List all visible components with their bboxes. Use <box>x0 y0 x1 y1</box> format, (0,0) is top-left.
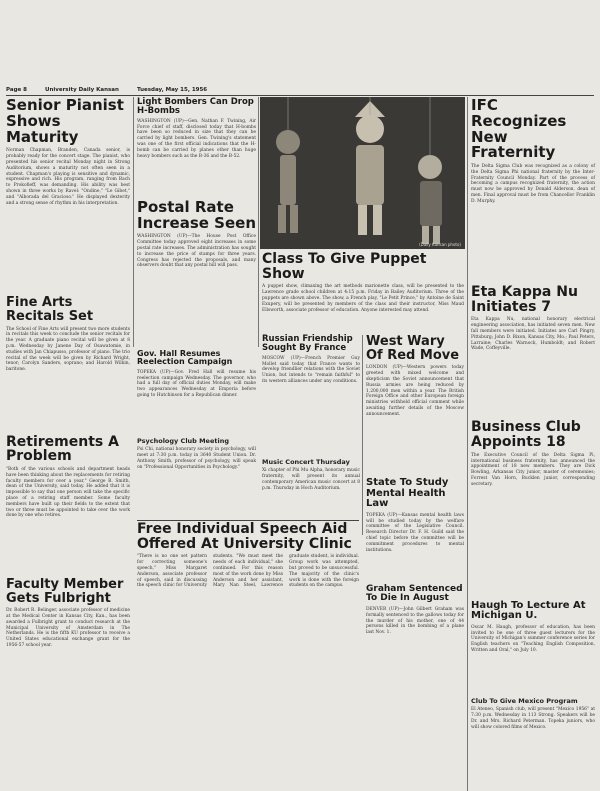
column-divider <box>258 97 259 347</box>
article-body: Oscar M. Haugh, professor of education, has been invited to be one of three guest lecturers for the University of Michigan's summer conference series for English teachers on "Teaching English Composition, Written and Oral," on July 10. <box>471 624 595 653</box>
article-fine-arts <box>6 296 130 431</box>
article-club-mexico <box>471 698 595 767</box>
headline: Russian Friendship Sought By France <box>262 334 353 353</box>
article-faculty-fulbright <box>6 578 130 728</box>
article-graham <box>366 585 464 785</box>
headline: IFC Recognizes New Fraternity <box>471 96 567 162</box>
article-body: MOSCOW (UP)—French Premier Guy Mollet said today that France wants to develop friendlier relations with the Soviet Union, but intends to "remain faithful" to its western alliances under any conditions. <box>262 355 360 385</box>
headline: Postal Rate Increase Seen <box>137 197 256 232</box>
headline: West Wary Of Red Move <box>366 334 460 363</box>
article-postal-rate <box>137 197 256 350</box>
article-body: The Executive Council of the Delta Sigma Pi, international business fraternity, has announced the appointment of 18 new members. They are Dick Bowling, Arkansas City junior, master of ceremonies; Forrest Van Horn, Bucklen junior, corresponding secretary. <box>471 452 595 487</box>
article-eta-kappa <box>471 285 595 417</box>
column-2 <box>137 98 256 348</box>
article-body: Xi chapter of Phi Mu Alpha, honorary music fraternity, will present its annual contemporary American music concert at 8 p.m. Thursday in Hoch Auditorium. <box>262 468 360 491</box>
article-body: Psi Chi, national honorary society in psychology, will meet at 7:30 p.m. today in 3640 Student Union. Dr. Anthony Smith, professor of psychology, will speak on "Professional Opportunities in Psychology." <box>137 447 256 470</box>
article-body: "There is no one set pattern for correcting someone's speech," Miss Margaret Anderson, associate professor of speech, said in discussing the speech clinic for University students. "We must meet the needs of each individual," she continued. For this reason most of the work done by Miss Anderson and her assistant, Mary Nan Steel, Lawrence graduate student, is individual. Group work was attempted, but proved to be unsuccessful. The majority of the clinic's work is done with the foreign students on the campus. <box>137 554 359 589</box>
article-body: LONDON (UP)—Western powers today greeted with mixed welcome and skepticism the Soviet announcement that Russia armies are being reduced by 1,200,000 men within a year. The British Foreign Office and other European foreign ministries withheld official comment while awaiting further details of the Moscow announcement. <box>366 365 464 417</box>
article-music-concert <box>262 459 360 528</box>
paper-name: University Daily Kansan <box>45 87 119 93</box>
headline: Music Concert Thursday <box>262 457 350 466</box>
article-body: Norman Chapman, Branden, Canada senior, is probably ready for the concert stage. The pianist, who presented his senior recital Monday night in Strong Auditorium, shows a maturity not often seen in a student. Chapman's playing is sensitive and dynamic, expressive and rich. His program, ranging from Bach to Prokofieff, was demanding. His ability was best shown in three works by Ravel: "Ondine," "Le Gibet," and "Alborada del Gracioso." He displayed dexterity and a strong sense of rhythm in his interpretation. <box>6 148 130 206</box>
article-body: WASHINGTON (UP)—Gen. Nathan F. Twining, Air Force chief of staff, disclosed today that H-bombs have been so reduced in size that they can be carried by light bombers. Gen. Twining's statement was one of the first official indications that the H-bomb can be carried by planes other than huge heavy bombers such as the B-36 and the B-52. <box>137 118 256 159</box>
column-3b <box>366 334 464 553</box>
article-senior-pianist <box>6 98 130 293</box>
headline: Light Bombers Can Drop H-Bombs <box>137 97 254 116</box>
article-business-club <box>471 420 595 597</box>
article-russian-friendship <box>262 335 360 456</box>
headline: Business Club Appoints 18 <box>471 419 581 451</box>
photo-caption: (Daily Kansan photo) <box>419 242 461 247</box>
issue-date: Tuesday, May 15, 1956 <box>136 87 208 93</box>
article-gov-hall <box>137 350 256 435</box>
article-light-bombers <box>137 98 256 197</box>
headline: Free Individual Speech Aid Offered At University Clinic <box>137 521 352 552</box>
article-free-speech <box>137 522 359 786</box>
article-body: "Both of the various schools and department heads have been thinking about the replacements for retiring faculty members for over a year," George B. Smith, dean of the University, said today. He added that it is impossible to say that one person will take the specific place of a retiring staff member. Some faculty members have built up their fields to the extent that two or three must be appointed to take over the work done by one who retires. <box>6 466 130 519</box>
article-body: The Delta Sigma Club was recognized as a colony of the Delta Sigma Phi national fraternity by the Inter-Fraternity Council Monday. Part of the process of becoming a campus recognized fraternity, the action must now be approved by Donald Alderson, dean of men. Final approval must be from Chancellor Franklin D. Murphy. <box>471 164 595 204</box>
headline: Club To Give Mexico Program <box>471 696 578 705</box>
article-body: TOPEKA (UP)—Gov. Fred Hall will resume his reelection campaign Wednesday. The governor, who had a full day of official duties Monday, will make two appearances Wednesday at Emporia before going to Hutchinson for a Republican dinner. <box>137 369 256 399</box>
puppet-illustration <box>260 97 465 249</box>
headline: Psychology Club Meeting <box>137 436 229 445</box>
column-3a <box>262 335 360 535</box>
column-divider <box>133 97 134 347</box>
article-psych-club <box>137 438 256 507</box>
article-body: TOPEKA (UP)—Kansas mental health laws will be studied today by the welfare committee of the Legislative Council. Research Director Dr. F. H. Guild said the chief topic before the committee will be commitment procedures to mental institutions. <box>366 512 464 553</box>
headline: Gov. Hall Resumes Reelection Campaign <box>137 349 233 367</box>
column-2-lower <box>137 350 256 520</box>
article-state-mental <box>366 478 464 573</box>
headline: Haugh To Lecture At Michigan U. <box>471 599 586 622</box>
column-divider <box>467 97 468 791</box>
article-body: El Ateneo, Spanish club, will present "Mexico 1956" at 7:30 p.m. Wednesday in 113 Strong. Speakers will be Dr. and Mrs. Richard Peterman. Topeka juniors, who will show colored films of Mexico. <box>471 707 595 730</box>
article-west-wary <box>366 335 464 475</box>
headline: State To Study Mental Health Law <box>366 477 449 510</box>
headline: Retirements A Problem <box>6 433 119 465</box>
article-body: The School of Fine Arts will present two more students in recitals this week to conclude the senior recitals for the year. A graduate piano recital will be given at 8 p.m. Wednesday by Janene Day of Osawatomie, in studies with Jan Chiapusso, professor of piano. The trio recital of the week will be given by Richard Wright, tenor; Carolyn Sanders, soprano; and Harold Wilkin, baritone. <box>6 326 130 373</box>
column-right <box>471 98 595 788</box>
article-ifc <box>471 98 595 282</box>
article-retirements <box>6 435 130 575</box>
puppet-photo <box>260 97 465 249</box>
headline: Senior Pianist Shows Maturity <box>6 96 124 146</box>
article-body: DENVER (UP)—John Gilbert Graham was formally sentenced to the gallows today for the murder of his mother, one of 44 persons killed in the bombing of a plane last Nov. 1. <box>366 606 464 636</box>
headline: Class To Give Puppet Show <box>262 251 427 282</box>
headline: Fine Arts Recitals Set <box>6 295 94 324</box>
column-divider <box>362 335 363 535</box>
column-1 <box>6 98 130 788</box>
page-number: Page 8 <box>6 87 28 93</box>
masthead <box>6 85 426 95</box>
article-body: Eta Kappa Nu, national honorary electrical engineering association, has initiated seven men. New fall members were initiated. Initiates are Carl Pingry, Pittsburg; John D. Bixon, Kansas City, Mo.; Paul Peters, Larraine; Charles Warnock, Humboldt; and Robert Wade, Coffeyville. <box>471 317 595 352</box>
headline: Graham Sentenced To Die In August <box>366 584 463 604</box>
article-body: A puppet show, climaxing the art methods marionette class, will be presented to the Lawrence grade school children at 4:15 p.m. Friday in Bailey Auditorium. Three of the puppets are shown above. The show, a French play, "Le Petit Prince," by Antoine de Saint Exupery, will be presented by members of the class and their instructor, Miss Maud Ellsworth, associate professor of education. Anyone interested may attend. <box>262 284 464 313</box>
article-haugh <box>471 601 595 695</box>
article-body: Dr. Robert R. Belinger, associate professor of medicine at the Medical Center in Kansas City, Kan., has been awarded a Fulbright grant to conduct research at the Municipal University of Amsterdam in The Netherlands. He is the fifth KU professor to receive a United States educational exchange grant for the 1956-57 school year. <box>6 608 130 649</box>
article-body: WASHINGTON (UP)—The House Post Office Committee today approved eight increases in some postal rate increases. The administration has sought to increase the price of stamps for three years. Congress has rejected the proposals, and many observers doubt that any postal bill will pass. <box>137 234 256 269</box>
headline: Faculty Member Gets Fulbright <box>6 576 124 606</box>
headline: Eta Kappa Nu Initiates 7 <box>471 284 578 315</box>
article-puppet-show <box>262 252 464 332</box>
